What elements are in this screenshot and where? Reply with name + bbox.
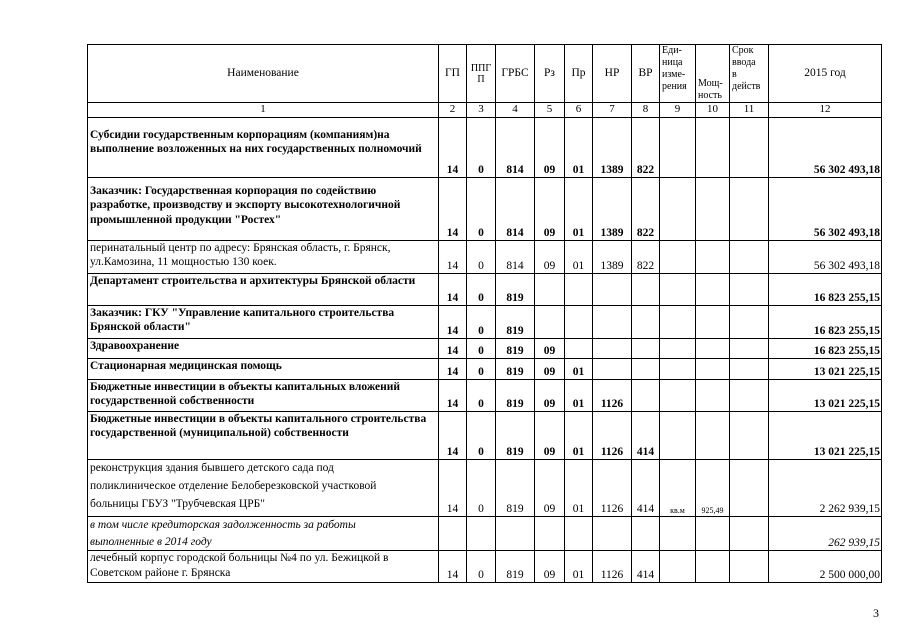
- table-row: [88, 460, 882, 517]
- header-term: Срок ввода в действ: [730, 45, 769, 103]
- row-name: Стационарная медицинская помощь: [88, 359, 439, 380]
- cell-amount: 16 823 255,15: [769, 274, 882, 306]
- cell-grbs: 819: [496, 306, 535, 339]
- cell-nr: 1126: [593, 551, 632, 583]
- cell-pr: [565, 274, 593, 306]
- cell-nr: [593, 359, 632, 380]
- col-number: 12: [769, 103, 882, 118]
- cell-vr: 822: [632, 178, 660, 241]
- cell-nr: [593, 306, 632, 339]
- header-gp: ГП: [439, 45, 467, 103]
- table-row: [88, 380, 882, 412]
- cell-unit: [660, 517, 696, 551]
- row-name-line: выполненные в 2014 году: [90, 535, 212, 548]
- row-name-line: больницы ГБУЗ "Трубчевская ЦРБ": [90, 497, 265, 510]
- cell-unit: [660, 339, 696, 359]
- header-nr: НР: [593, 45, 632, 103]
- cell-vr: 414: [632, 551, 660, 583]
- table-row: [88, 339, 882, 359]
- table-row: [88, 241, 882, 274]
- cell-gp: [439, 517, 467, 551]
- cell-ppgp: 0: [467, 380, 496, 412]
- cell-nr: [593, 274, 632, 306]
- col-number: 5: [535, 103, 565, 118]
- cell-vr: [632, 339, 660, 359]
- cell-amount: 56 302 493,18: [769, 118, 882, 178]
- table-row: [88, 274, 882, 306]
- cell-rz: 09: [535, 551, 565, 583]
- table-row: [88, 306, 882, 339]
- header-vr: ВР: [632, 45, 660, 103]
- cell-rz: 09: [535, 339, 565, 359]
- cell-unit: кв.м: [660, 460, 696, 517]
- cell-term: [730, 359, 769, 380]
- cell-rz: [535, 306, 565, 339]
- cell-gp: 14: [439, 178, 467, 241]
- cell-amount: 16 823 255,15: [769, 306, 882, 339]
- cell-unit: [660, 359, 696, 380]
- cell-amount: 2 262 939,15: [769, 460, 882, 517]
- col-number: 9: [660, 103, 696, 118]
- cell-term: [730, 339, 769, 359]
- col-number: 8: [632, 103, 660, 118]
- cell-vr: 822: [632, 118, 660, 178]
- row-name: перинатальный центр по адресу: Брянская область, г. Брянск, ул.Камозина, 11 мощностью 130 коек.: [88, 241, 439, 274]
- header-name: Наименование: [88, 45, 439, 103]
- row-name: [88, 460, 439, 517]
- cell-pr: 01: [565, 551, 593, 583]
- cell-amount: 13 021 225,15: [769, 359, 882, 380]
- cell-rz: 09: [535, 380, 565, 412]
- row-name: Заказчик: ГКУ "Управление капитального строительства Брянской области": [88, 306, 439, 339]
- cell-ppgp: 0: [467, 339, 496, 359]
- cell-power: [696, 178, 730, 241]
- cell-power: [696, 118, 730, 178]
- cell-vr: [632, 517, 660, 551]
- header-ppgp: ППГ П: [467, 45, 496, 103]
- cell-unit: [660, 274, 696, 306]
- col-number: 6: [565, 103, 593, 118]
- cell-unit: [660, 118, 696, 178]
- cell-grbs: 819: [496, 460, 535, 517]
- cell-pr: 01: [565, 178, 593, 241]
- row-name: Бюджетные инвестиции в объекты капитальных вложений государственной собственности: [88, 380, 439, 412]
- col-number: 10: [696, 103, 730, 118]
- cell-vr: [632, 359, 660, 380]
- cell-ppgp: 0: [467, 359, 496, 380]
- row-name: Здравоохранение: [88, 339, 439, 359]
- cell-term: [730, 241, 769, 274]
- cell-pr: [565, 517, 593, 551]
- row-name: Департамент строительства и архитектуры Брянской области: [88, 274, 439, 306]
- cell-amount: 262 939,15: [769, 517, 882, 551]
- cell-unit: [660, 306, 696, 339]
- row-name: Субсидии государственным корпорациям (компаниям)на выполнение возложенных на них государственных полномочий: [88, 118, 439, 178]
- cell-pr: 01: [565, 118, 593, 178]
- cell-rz: 09: [535, 178, 565, 241]
- row-name-line: реконструкция здания бывшего детского сада под: [90, 462, 334, 474]
- header-row: [88, 45, 882, 103]
- cell-gp: 14: [439, 551, 467, 583]
- cell-power: [696, 412, 730, 460]
- cell-power: [696, 551, 730, 583]
- cell-ppgp: 0: [467, 274, 496, 306]
- cell-power: [696, 380, 730, 412]
- cell-power: [696, 517, 730, 551]
- cell-term: [730, 551, 769, 583]
- cell-pr: 01: [565, 380, 593, 412]
- table-row: [88, 359, 882, 380]
- header-year: 2015 год: [769, 45, 882, 103]
- cell-unit: [660, 380, 696, 412]
- cell-rz: [535, 517, 565, 551]
- cell-pr: 01: [565, 241, 593, 274]
- cell-term: [730, 517, 769, 551]
- cell-power: 925,49: [696, 460, 730, 517]
- cell-gp: 14: [439, 412, 467, 460]
- header-unit: Еди- ница изме- рения: [660, 45, 696, 103]
- col-number: 2: [439, 103, 467, 118]
- cell-term: [730, 380, 769, 412]
- cell-ppgp: 0: [467, 460, 496, 517]
- cell-term: [730, 118, 769, 178]
- cell-unit: [660, 551, 696, 583]
- cell-ppgp: 0: [467, 118, 496, 178]
- cell-ppgp: 0: [467, 306, 496, 339]
- cell-pr: 01: [565, 460, 593, 517]
- budget-table: [87, 44, 882, 583]
- cell-amount: 2 500 000,00: [769, 551, 882, 583]
- header-pr: Пр: [565, 45, 593, 103]
- cell-ppgp: 0: [467, 551, 496, 583]
- cell-amount: 56 302 493,18: [769, 178, 882, 241]
- table-row: [88, 412, 882, 460]
- cell-ppgp: 0: [467, 178, 496, 241]
- row-name: [88, 517, 439, 551]
- cell-term: [730, 460, 769, 517]
- cell-gp: 14: [439, 241, 467, 274]
- cell-pr: [565, 339, 593, 359]
- cell-nr: 1389: [593, 118, 632, 178]
- page-number: 3: [873, 606, 879, 620]
- col-number: 3: [467, 103, 496, 118]
- cell-grbs: 814: [496, 118, 535, 178]
- row-name: Бюджетные инвестиции в объекты капитального строительства государственной (муниципальной) собственности: [88, 412, 439, 460]
- cell-nr: 1126: [593, 380, 632, 412]
- cell-power: [696, 274, 730, 306]
- col-number: 4: [496, 103, 535, 118]
- cell-rz: 09: [535, 118, 565, 178]
- cell-pr: 01: [565, 359, 593, 380]
- cell-power: [696, 241, 730, 274]
- cell-grbs: 814: [496, 178, 535, 241]
- cell-rz: 09: [535, 359, 565, 380]
- cell-rz: 09: [535, 241, 565, 274]
- cell-grbs: 819: [496, 274, 535, 306]
- cell-nr: 1126: [593, 460, 632, 517]
- cell-gp: 14: [439, 380, 467, 412]
- cell-ppgp: 0: [467, 241, 496, 274]
- cell-pr: [565, 306, 593, 339]
- cell-vr: 822: [632, 241, 660, 274]
- table-row: [88, 517, 882, 551]
- cell-grbs: 819: [496, 551, 535, 583]
- cell-term: [730, 412, 769, 460]
- cell-nr: [593, 339, 632, 359]
- cell-rz: [535, 274, 565, 306]
- cell-unit: [660, 178, 696, 241]
- header-rz: Рз: [535, 45, 565, 103]
- cell-vr: [632, 306, 660, 339]
- cell-power: [696, 359, 730, 380]
- cell-grbs: 819: [496, 380, 535, 412]
- header-power: Мощ- ность: [696, 45, 730, 103]
- cell-term: [730, 306, 769, 339]
- column-numbers-row: [88, 103, 882, 118]
- cell-amount: 56 302 493,18: [769, 241, 882, 274]
- row-name-line: поликлиническое отделение Белоберезковской участковой: [90, 479, 377, 492]
- cell-gp: 14: [439, 274, 467, 306]
- cell-grbs: 814: [496, 241, 535, 274]
- cell-vr: [632, 274, 660, 306]
- cell-unit: [660, 412, 696, 460]
- row-name-line: в том числе кредиторская задолженность за работы: [90, 519, 356, 531]
- row-name: лечебный корпус городской больницы №4 по ул. Бежицкой в Советском районе г. Брянска: [88, 551, 439, 583]
- cell-gp: 14: [439, 306, 467, 339]
- cell-term: [730, 178, 769, 241]
- cell-unit: [660, 241, 696, 274]
- col-number: 1: [88, 103, 439, 118]
- cell-nr: 1389: [593, 241, 632, 274]
- cell-grbs: 819: [496, 412, 535, 460]
- row-name: Заказчик: Государственная корпорация по содействию разработке, производству и экспорту высокотехнологичной промышленной продукции "Ростех": [88, 178, 439, 241]
- table-row: [88, 551, 882, 583]
- cell-vr: 414: [632, 460, 660, 517]
- cell-amount: 16 823 255,15: [769, 339, 882, 359]
- cell-nr: [593, 517, 632, 551]
- cell-gp: 14: [439, 118, 467, 178]
- cell-nr: 1389: [593, 178, 632, 241]
- cell-gp: 14: [439, 359, 467, 380]
- cell-power: [696, 339, 730, 359]
- cell-rz: 09: [535, 460, 565, 517]
- cell-pr: 01: [565, 412, 593, 460]
- table-row: [88, 178, 882, 241]
- cell-vr: 414: [632, 412, 660, 460]
- cell-grbs: 819: [496, 339, 535, 359]
- cell-nr: 1126: [593, 412, 632, 460]
- cell-amount: 13 021 225,15: [769, 380, 882, 412]
- cell-gp: 14: [439, 460, 467, 517]
- cell-ppgp: [467, 517, 496, 551]
- cell-vr: [632, 380, 660, 412]
- cell-grbs: [496, 517, 535, 551]
- header-grbs: ГРБС: [496, 45, 535, 103]
- cell-ppgp: 0: [467, 412, 496, 460]
- table-row: [88, 118, 882, 178]
- cell-amount: 13 021 225,15: [769, 412, 882, 460]
- col-number: 7: [593, 103, 632, 118]
- cell-rz: 09: [535, 412, 565, 460]
- cell-grbs: 819: [496, 359, 535, 380]
- cell-gp: 14: [439, 339, 467, 359]
- col-number: 11: [730, 103, 769, 118]
- cell-power: [696, 306, 730, 339]
- cell-term: [730, 274, 769, 306]
